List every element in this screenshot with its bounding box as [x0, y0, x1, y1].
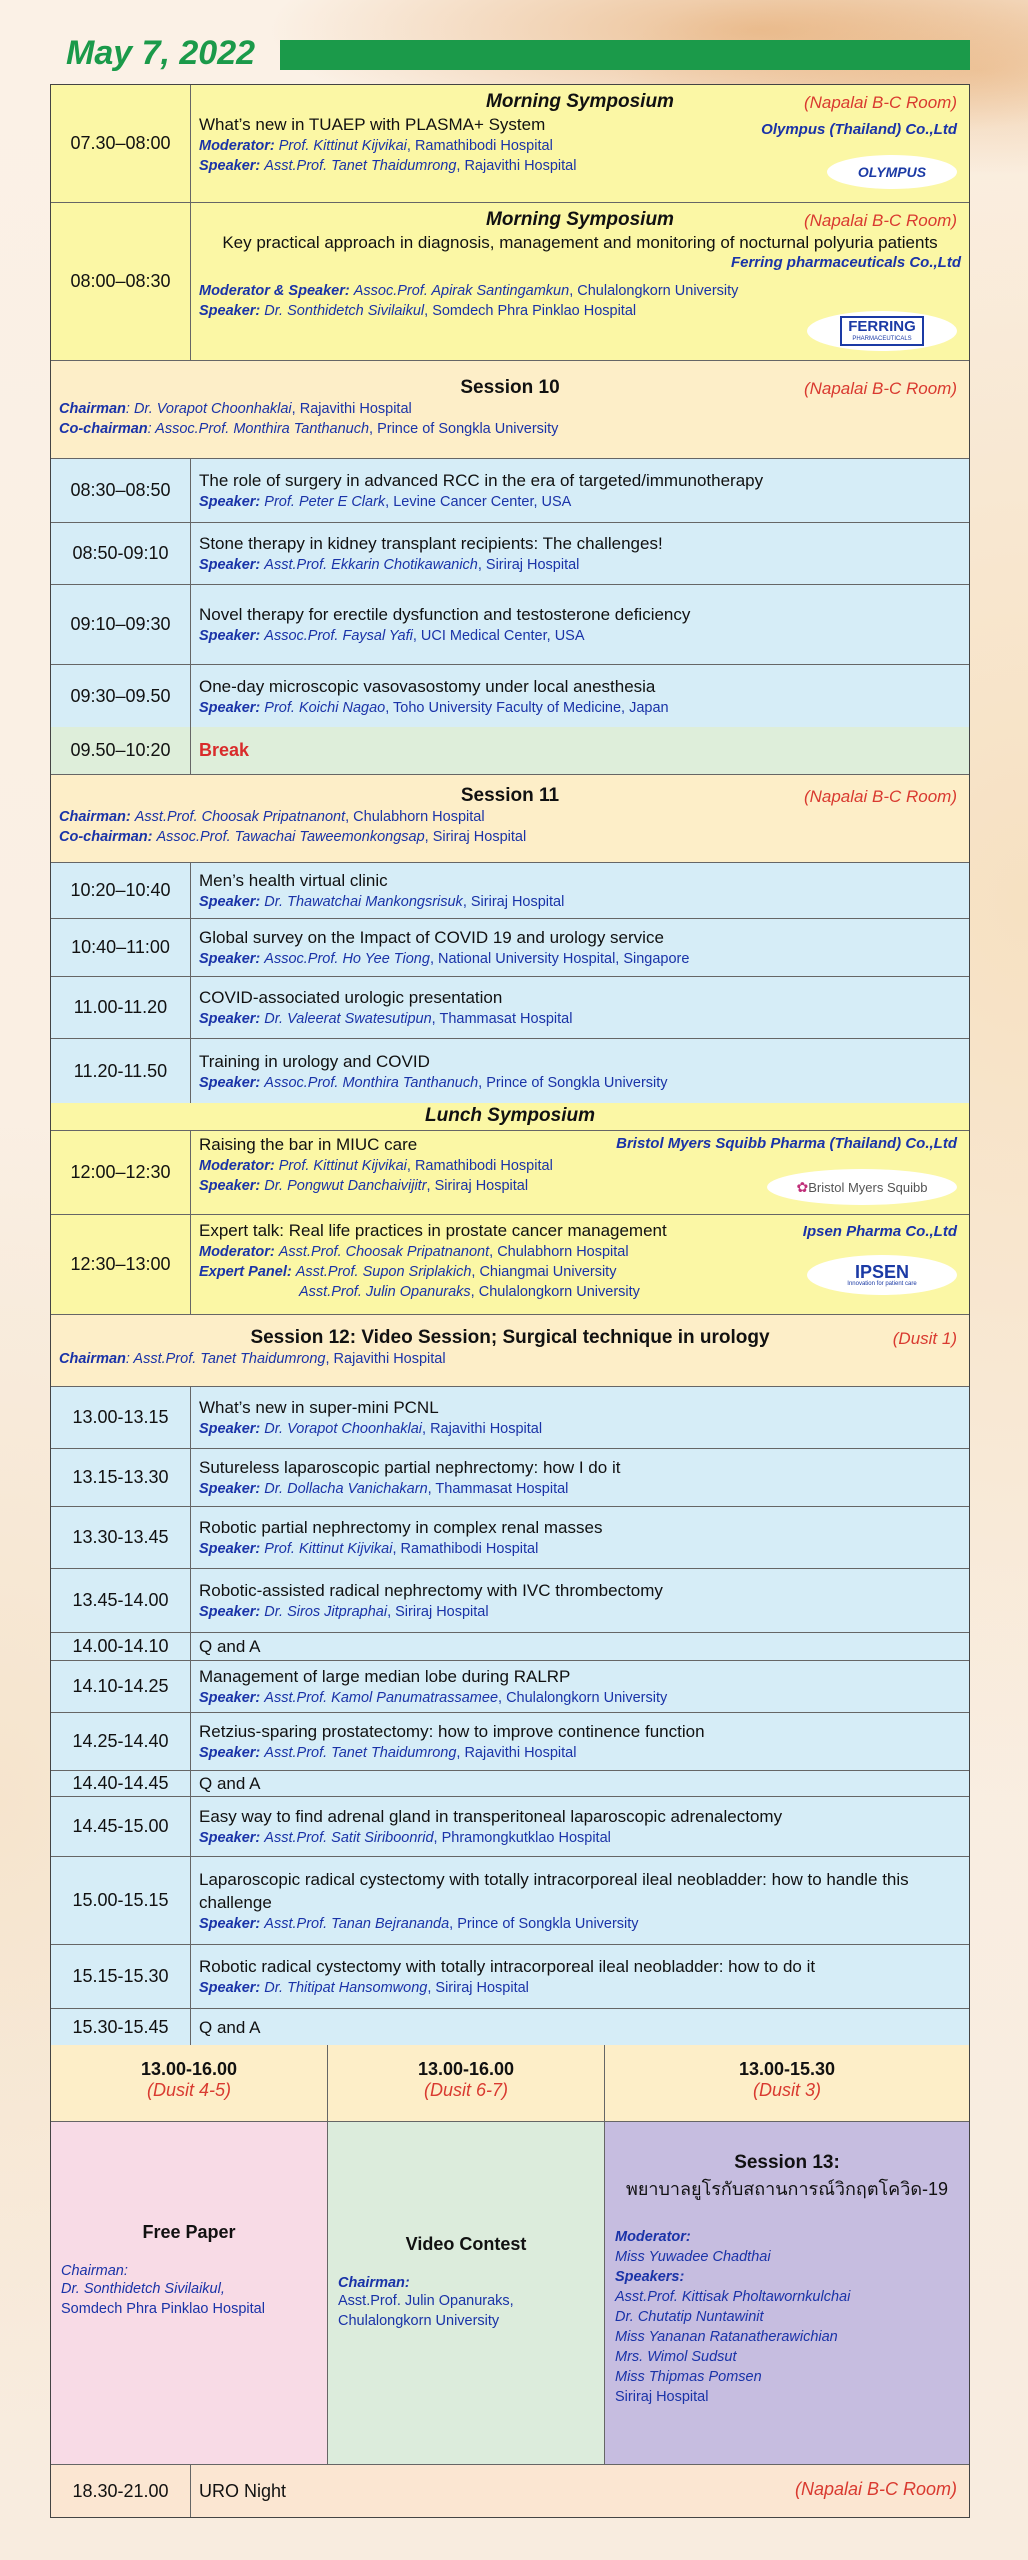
talk-topic: Global survey on the Impact of COVID 19 and urology service: [199, 928, 664, 947]
talk-content: [191, 1797, 969, 1856]
moderator-line: [199, 281, 961, 301]
cochairman-name: : Assoc.Prof. Monthira Tanthanuch: [147, 421, 370, 437]
session13-title: Session 13:: [734, 2152, 840, 2173]
speaker-name: Dr. Vorapot Choonhaklai: [264, 1421, 423, 1437]
olympus-logo: [827, 155, 957, 189]
talk-topic: Q and A: [199, 2017, 261, 2037]
moderator-label: Moderator:: [199, 1158, 275, 1174]
chairman-institution: , Chulabhorn Hospital: [345, 809, 485, 825]
speaker-label: Speaker:: [199, 1178, 261, 1194]
talk-content: [191, 977, 969, 1038]
page-header: [66, 30, 970, 80]
ferring-logo-box: [840, 316, 924, 346]
lunch-symposium-1: [51, 1131, 969, 1215]
speaker-label: Speaker:: [199, 1980, 261, 1996]
speaker-institution: , Rajavithi Hospital: [422, 1421, 543, 1437]
talk-content: [191, 1945, 969, 2008]
talk-topic: Raising the bar in MIUC care: [199, 1135, 418, 1154]
talk-topic: Stone therapy in kidney transplant recipients: The challenges!: [199, 534, 663, 553]
parallel-time: 13.00-15.30: [738, 2059, 836, 2079]
session13: [605, 2122, 969, 2464]
talk-row: [51, 665, 969, 727]
chairman-line: [59, 807, 961, 827]
time-cell: 09.50–10:20: [51, 727, 191, 774]
talk-row: [51, 459, 969, 523]
talk-content: [191, 1857, 969, 1944]
talk-topic: What’s new in super-mini PCNL: [199, 1398, 439, 1417]
talk-row: [51, 863, 969, 919]
olympus-logo-text: OLYMPUS: [857, 164, 927, 180]
speaker-line: [199, 892, 961, 912]
talk-topic: Novel therapy for erectile dysfunction and testosterone deficiency: [199, 605, 691, 624]
moderator-institution: , Chulalongkorn University: [569, 283, 739, 299]
session-header-content: [51, 775, 969, 862]
speaker-label: Speaker:: [199, 699, 261, 716]
speaker-institution: , Siriraj Hospital: [387, 1604, 489, 1620]
talk-topic: Robotic radical cystectomy with totally intracorporeal ileal neobladder: how to do it: [199, 1957, 816, 1976]
talk-content: [191, 1771, 969, 1796]
time-cell: 14.45-15.00: [51, 1797, 191, 1856]
talk-topic: Retzius-sparing prostatectomy: how to improve continence function: [199, 1722, 705, 1741]
chairman-name: Asst.Prof. Julin Opanuraks,: [338, 2293, 514, 2309]
talk-topic: Training in urology and COVID: [199, 1051, 430, 1071]
speaker-label: Speaker:: [199, 1690, 261, 1706]
cochairman-institution: , Prince of Songkla University: [369, 421, 559, 437]
speaker-name: Dr. Dollacha Vanichakarn: [264, 1481, 428, 1497]
session11-talks: [51, 863, 969, 1103]
time-cell: 15.00-15.15: [51, 1857, 191, 1944]
speaker-name: Assoc.Prof. Faysal Yafi: [264, 628, 413, 644]
speaker-label: Speaker:: [199, 1421, 261, 1437]
time-cell: 13.15-13.30: [51, 1449, 191, 1506]
uro-night-row: [51, 2465, 969, 2517]
speaker-label: Speaker:: [199, 1074, 261, 1091]
moderator-label: Moderator:: [199, 1244, 275, 1260]
talk-topic: One-day microscopic vasovasostomy under local anesthesia: [199, 676, 656, 696]
talk-topic: Easy way to find adrenal gland in transperitoneal laparoscopic adrenalectomy: [199, 1807, 783, 1826]
speaker-label: Speaker:: [199, 1011, 261, 1027]
talk-row: [51, 585, 969, 665]
chairman-line: [59, 1349, 961, 1369]
chairman-institution: , Rajavithi Hospital: [325, 1351, 446, 1367]
chairman-label: Chairman:: [59, 809, 131, 825]
talk-topic: Expert talk: Real life practices in prostate cancer management: [199, 1221, 667, 1240]
talk-row: [51, 1771, 969, 1797]
speaker-name: Dr. Valeerat Swatesutipun: [264, 1011, 432, 1027]
speaker-line: [199, 1479, 961, 1499]
sponsor-company: Ipsen Pharma Co.,Ltd: [802, 1223, 957, 1240]
session10-talks: [51, 459, 969, 727]
time-cell: 14.25-14.40: [51, 1713, 191, 1770]
chairman-label: Chairman:: [61, 2263, 128, 2279]
speaker-name: Dr. Sonthidetch Sivilaikul: [264, 303, 425, 319]
morning-symposium-1: [51, 85, 969, 203]
chairman-label: Chairman:: [338, 2275, 410, 2291]
talk-row: [51, 1449, 969, 1507]
time-cell: 13.30-13.45: [51, 1507, 191, 1568]
speaker-name: Miss Yananan Ratanatherawichian: [615, 2329, 838, 2345]
parallel-time: 13.00-16.00: [417, 2059, 515, 2079]
session13-subtitle: พยาบาลยูโรกับสถานการณ์วิกฤตโควิด-19: [625, 2179, 949, 2199]
speaker-name: Prof. Kittinut Kijvikai: [264, 1541, 393, 1557]
speaker-name: Dr. Chutatip Nuntawinit: [615, 2309, 764, 2325]
speaker-institution: , Thammasat Hospital: [427, 1481, 569, 1497]
lunch-header-content: [51, 1103, 969, 1130]
speaker-label: Speaker:: [199, 951, 261, 967]
ferring-logo: [807, 311, 957, 351]
speaker-institution: , Siriraj Hospital: [462, 894, 565, 910]
speaker-line: [199, 555, 961, 575]
talk-topic: Men’s health virtual clinic: [199, 871, 388, 890]
session10-header: [51, 361, 969, 459]
speakers-label: Speakers:: [615, 2269, 685, 2285]
chairman-label: Chairman: [59, 401, 126, 417]
time-cell: 14.40-14.45: [51, 1771, 191, 1796]
panel-institution: , Chulalongkorn University: [470, 1284, 640, 1300]
speaker-name: Asst.Prof. Ekkarin Chotikawanich: [264, 557, 478, 573]
chairman-institution: Somdech Phra Pinklao Hospital: [61, 2301, 265, 2317]
speaker-line: [199, 1743, 961, 1763]
chairman-name: Dr. Sonthidetch Sivilaikul,: [61, 2281, 225, 2297]
speaker-line: [199, 949, 961, 969]
talk-row: [51, 1797, 969, 1857]
parallel-head-3: [605, 2045, 969, 2121]
session-title: Session 12: Video Session; Surgical technique in urology: [250, 1327, 770, 1348]
sponsor-company: Olympus (Thailand) Co.,Ltd: [761, 121, 957, 138]
speakers-institution: Siriraj Hospital: [615, 2389, 709, 2405]
speaker-institution: , Chulalongkorn University: [498, 1690, 668, 1706]
speaker-line: [199, 1978, 961, 1998]
talk-row: [51, 1633, 969, 1661]
chairman-label: Chairman: [59, 1351, 126, 1367]
room-label: (Napalai B-C Room): [803, 93, 957, 112]
speaker-label: Speaker:: [199, 303, 261, 319]
symposium-title: Morning Symposium: [486, 91, 674, 112]
speaker-name: Assoc.Prof. Ho Yee Tiong: [264, 951, 430, 967]
moderator-label: Moderator:: [199, 138, 275, 154]
talk-content: [191, 585, 969, 664]
time-cell: 15.30-15.45: [51, 2009, 191, 2045]
talk-content: [191, 1449, 969, 1506]
ferring-logo-text: FERRING: [848, 318, 916, 335]
chairman-institution: , Rajavithi Hospital: [291, 401, 412, 417]
talk-topic: What’s new in TUAEP with PLASMA+ System: [199, 115, 546, 134]
symposium-title: Morning Symposium: [486, 209, 674, 230]
speaker-institution: , Levine Cancer Center, USA: [385, 494, 572, 510]
schedule-table: [50, 84, 970, 2518]
talk-content: [191, 1569, 969, 1632]
speaker-name: Asst.Prof. Tanet Thaidumrong: [264, 1745, 457, 1761]
break-content: [191, 727, 969, 774]
talk-row: [51, 977, 969, 1039]
parallel-heads: [51, 2045, 969, 2122]
talk-content: [191, 1039, 969, 1103]
talk-row: [51, 1945, 969, 2009]
moderator-label: Moderator:: [615, 2229, 691, 2245]
ipsen-logo-subtext: Innovation for patient care: [847, 1281, 917, 1287]
chairman-name: : Dr. Vorapot Choonhaklai: [125, 401, 292, 417]
talk-content: [191, 459, 969, 522]
speaker-line: [199, 1419, 961, 1439]
lunch-content: [191, 1131, 969, 1214]
speaker-name: Asst.Prof. Tanet Thaidumrong: [264, 158, 457, 174]
parallel-bodies: [51, 2122, 969, 2465]
panel-institution: , Chiangmai University: [471, 1264, 617, 1280]
speaker-line: [199, 1602, 961, 1622]
cochairman-name: Assoc.Prof. Tawachai Taweemonkongsap: [156, 829, 425, 845]
talk-topic: Q and A: [199, 1774, 261, 1793]
speaker-institution: , Ramathibodi Hospital: [392, 1541, 539, 1557]
panel-name: Asst.Prof. Supon Sriplakich: [295, 1264, 472, 1280]
talk-content: [191, 863, 969, 918]
uro-night-title: URO Night: [199, 2480, 287, 2501]
talk-topic: Robotic-assisted radical nephrectomy with IVC thrombectomy: [199, 1581, 663, 1600]
parallel-room: (Dusit 6-7): [423, 2080, 508, 2100]
speaker-institution: , National University Hospital, Singapore: [429, 951, 690, 967]
speaker-label: Speaker:: [199, 1604, 261, 1620]
lunch-title: Lunch Symposium: [425, 1105, 595, 1126]
speaker-institution: , Prince of Songkla University: [478, 1074, 668, 1091]
speaker-institution: , Rajavithi Hospital: [456, 1745, 577, 1761]
speaker-label: Speaker:: [199, 557, 261, 573]
talk-content: [191, 665, 969, 727]
time-cell: 12:00–12:30: [51, 1131, 191, 1214]
moderator-institution: , Ramathibodi Hospital: [406, 1158, 553, 1174]
time-cell: 11.00-11.20: [51, 977, 191, 1038]
speaker-label: Speaker:: [199, 1745, 261, 1761]
chairman-institution: Chulalongkorn University: [338, 2313, 500, 2329]
speaker-label: Speaker:: [199, 494, 261, 510]
moderator-name: Prof. Kittinut Kijvikai: [278, 1158, 407, 1174]
session11-header: [51, 775, 969, 863]
cochairman-label: Co-chairman: [59, 421, 148, 437]
speaker-line: [199, 626, 961, 646]
speaker-line: [199, 492, 961, 512]
lunch-symposium-2: [51, 1215, 969, 1315]
date-title: May 7, 2022: [66, 34, 256, 72]
session-title: Session 11: [460, 785, 560, 806]
speaker-name: Prof. Peter E Clark: [264, 494, 386, 510]
talk-content: [191, 1713, 969, 1770]
moderator-institution: , Chulabhorn Hospital: [489, 1244, 629, 1260]
lunch-header: [51, 1103, 969, 1131]
ipsen-logo-text: IPSEN: [854, 1262, 910, 1282]
speaker-label: Speaker:: [199, 1830, 261, 1846]
room-label: (Napalai B-C Room): [794, 2479, 957, 2499]
time-cell: 11.20-11.50: [51, 1039, 191, 1103]
parallel-room: (Dusit 3): [752, 2080, 821, 2100]
speaker-label: Speaker:: [199, 894, 261, 910]
speaker-name: Dr. Pongwut Danchaivijitr: [264, 1178, 427, 1194]
speaker-name: Asst.Prof. Kamol Panumatrassamee: [264, 1690, 499, 1706]
time-cell: 09:30–09.50: [51, 665, 191, 727]
room-label: (Dusit 1): [892, 1329, 957, 1348]
speaker-institution: , Thammasat Hospital: [431, 1011, 573, 1027]
talk-row: [51, 1569, 969, 1633]
talk-content: [191, 2009, 969, 2045]
speaker-institution: , Prince of Songkla University: [449, 1915, 639, 1932]
time-cell: 08:50-09:10: [51, 523, 191, 584]
talk-row: [51, 523, 969, 585]
cochairman-label: Co-chairman:: [59, 829, 153, 845]
talk-topic: COVID-associated urologic presentation: [199, 988, 503, 1007]
speaker-label: Speaker:: [199, 1541, 261, 1557]
time-cell: 08:00–08:30: [51, 203, 191, 360]
talk-topic: Sutureless laparoscopic partial nephrectomy: how I do it: [199, 1458, 621, 1477]
talk-content: [191, 523, 969, 584]
speaker-institution: , Siriraj Hospital: [477, 557, 580, 573]
time-cell: 07.30–08:00: [51, 85, 191, 202]
symposium-content: [191, 203, 969, 360]
speaker-institution: , Somdech Phra Pinklao Hospital: [424, 303, 637, 319]
talk-row: [51, 1713, 969, 1771]
chairman-line: [59, 399, 961, 419]
video-contest: [328, 2122, 605, 2464]
talk-row: [51, 1857, 969, 1945]
speaker-institution: , UCI Medical Center, USA: [412, 628, 585, 644]
moderator-label: Moderator & Speaker:: [199, 283, 350, 299]
speaker-name: Assoc.Prof. Monthira Tanthanuch: [264, 1074, 479, 1091]
time-cell: 14.00-14.10: [51, 1633, 191, 1660]
talk-row: [51, 1507, 969, 1569]
free-paper-title: Free Paper: [142, 2222, 236, 2242]
break-row: [51, 727, 969, 775]
chairman-name: Asst.Prof. Choosak Pripatnanont: [134, 809, 346, 825]
time-cell: 08:30–08:50: [51, 459, 191, 522]
speaker-label: Speaker:: [199, 628, 261, 644]
talk-content: [191, 1387, 969, 1448]
speaker-line: [199, 1688, 961, 1708]
speaker-name: Prof. Koichi Nagao: [264, 699, 386, 716]
uro-night-content: [191, 2465, 969, 2517]
speaker-name: Miss Thipmas Pomsen: [615, 2369, 762, 2385]
speaker-name: Dr. Thitipat Hansomwong: [264, 1980, 428, 1996]
talk-topic: Management of large median lobe during RALRP: [199, 1667, 571, 1686]
talk-row: [51, 919, 969, 977]
bms-logo-icon: ✿: [796, 1178, 809, 1195]
time-cell: 14.10-14.25: [51, 1661, 191, 1712]
talk-row: [51, 1387, 969, 1449]
video-contest-title: Video Contest: [405, 2234, 527, 2254]
talk-content: [191, 1661, 969, 1712]
talk-topic: Laparoscopic radical cystectomy with totally intracorporeal ileal neobladder: how to handle this challenge: [199, 1869, 909, 1912]
parallel-head-2: [328, 2045, 605, 2121]
sponsor-company: Ferring pharmaceuticals Co.,Ltd: [730, 254, 961, 271]
talk-topic: Q and A: [199, 1637, 261, 1656]
talk-row: [51, 2009, 969, 2045]
time-cell: 10:40–11:00: [51, 919, 191, 976]
session-header-content: [51, 361, 969, 458]
moderator-line: [199, 136, 961, 156]
cochairman-line: [59, 419, 961, 439]
moderator-institution: , Ramathibodi Hospital: [406, 138, 553, 154]
time-cell: 13.45-14.00: [51, 1569, 191, 1632]
time-cell: 12:30–13:00: [51, 1215, 191, 1314]
room-label: (Napalai B-C Room): [803, 379, 957, 398]
speaker-line: [199, 698, 961, 718]
time-cell: 13.00-13.15: [51, 1387, 191, 1448]
room-label: (Napalai B-C Room): [803, 787, 957, 806]
panel-label: Expert Panel:: [199, 1264, 292, 1280]
speaker-line: [199, 1914, 961, 1934]
speaker-label: Speaker:: [199, 1915, 261, 1932]
session-title: Session 10: [460, 377, 560, 398]
parallel-room: (Dusit 4-5): [146, 2080, 231, 2100]
time-cell: 15.15-15.30: [51, 1945, 191, 2008]
bms-logo-text: Bristol Myers Squibb: [808, 1179, 928, 1195]
speaker-name: Asst.Prof. Tanan Bejrananda: [264, 1915, 450, 1932]
morning-symposium-2: [51, 203, 969, 361]
moderator-name: Miss Yuwadee Chadthai: [615, 2249, 771, 2265]
time-cell: 18.30-21.00: [51, 2465, 191, 2517]
lunch-content: [191, 1215, 969, 1314]
room-label: (Napalai B-C Room): [803, 211, 957, 230]
speaker-name: Dr. Siros Jitpraphai: [264, 1604, 388, 1620]
speaker-label: Speaker:: [199, 1481, 261, 1497]
symposium-content: [191, 85, 969, 202]
speaker-institution: , Rajavithi Hospital: [456, 158, 577, 174]
speaker-name: Asst.Prof. Satit Siriboonrid: [264, 1830, 434, 1846]
session12-header: [51, 1315, 969, 1387]
break-label: Break: [199, 740, 250, 760]
talk-content: [191, 919, 969, 976]
moderator-name: Assoc.Prof. Apirak Santingamkun: [353, 283, 570, 299]
talk-topic: Robotic partial nephrectomy in complex renal masses: [199, 1518, 603, 1537]
time-cell: 09:10–09:30: [51, 585, 191, 664]
speaker-institution: , Phramongkutklao Hospital: [433, 1830, 611, 1846]
speaker-institution: , Siriraj Hospital: [426, 1178, 529, 1194]
talk-topic: Key practical approach in diagnosis, management and monitoring of nocturnal polyuria patients: [222, 233, 938, 252]
speaker-line: [199, 1828, 961, 1848]
speaker-institution: , Toho University Faculty of Medicine, Japan: [385, 699, 669, 716]
moderator-name: Prof. Kittinut Kijvikai: [278, 138, 407, 154]
free-paper: [51, 2122, 328, 2464]
talk-topic: The role of surgery in advanced RCC in the era of targeted/immunotherapy: [199, 471, 764, 490]
talk-row: [51, 1661, 969, 1713]
talk-row: [51, 1039, 969, 1103]
moderator-name: Asst.Prof. Choosak Pripatnanont: [278, 1244, 490, 1260]
talk-content: [191, 1633, 969, 1660]
speaker-label: Speaker:: [199, 158, 261, 174]
speaker-name: Asst.Prof. Kittisak Pholtawornkulchai: [615, 2289, 851, 2305]
speaker-line: [199, 1009, 961, 1029]
parallel-head-1: [51, 2045, 328, 2121]
ferring-logo-subtext: PHARMACEUTICALS: [852, 336, 912, 342]
speaker-name: Dr. Thawatchai Mankongsrisuk: [264, 894, 463, 910]
speaker-line: [199, 1539, 961, 1559]
talk-content: [191, 1507, 969, 1568]
chairman-name: : Asst.Prof. Tanet Thaidumrong: [125, 1351, 326, 1367]
bms-logo: [767, 1169, 957, 1205]
cochairman-institution: , Siriraj Hospital: [424, 829, 527, 845]
ipsen-logo: [807, 1255, 957, 1295]
parallel-time: 13.00-16.00: [140, 2059, 238, 2079]
speaker-line: [199, 1073, 961, 1093]
speaker-institution: , Siriraj Hospital: [427, 1980, 529, 1996]
speaker-name: Mrs. Wimol Sudsut: [615, 2349, 737, 2365]
time-cell: 10:20–10:40: [51, 863, 191, 918]
session-header-content: [51, 1315, 969, 1386]
sponsor-company: Bristol Myers Squibb Pharma (Thailand) Co.,Ltd: [616, 1135, 957, 1152]
panel-name: Asst.Prof. Julin Opanuraks: [299, 1284, 471, 1300]
cochairman-line: [59, 827, 961, 847]
session12-talks: [51, 1387, 969, 2045]
header-bar: [280, 40, 970, 70]
